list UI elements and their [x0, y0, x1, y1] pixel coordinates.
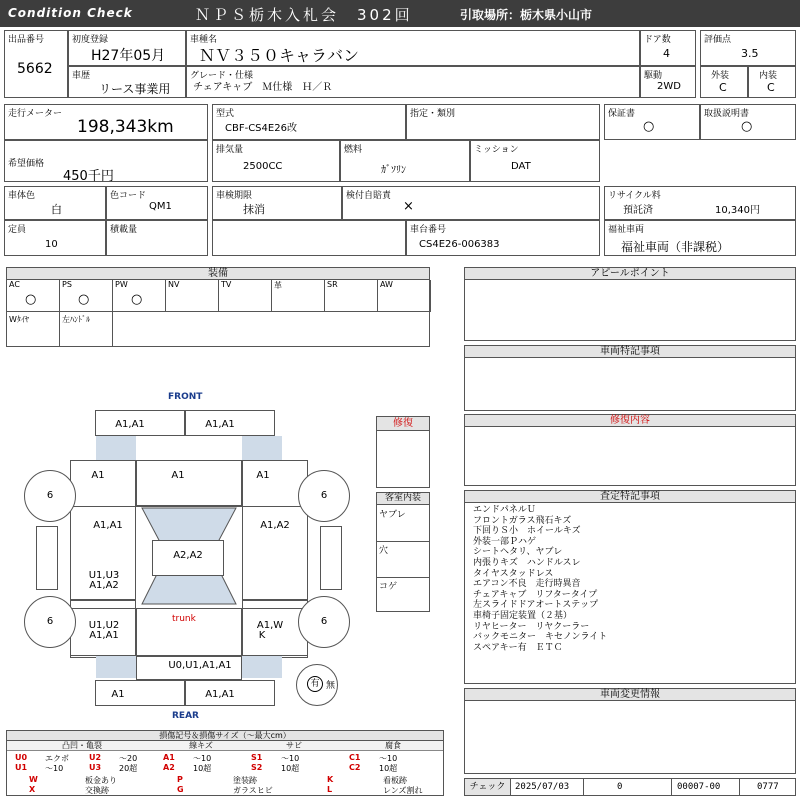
- legend-group: 凸凹・亀裂: [7, 741, 157, 751]
- lot-box: [4, 30, 68, 98]
- equipment-cell: [166, 280, 219, 312]
- legend-group: サビ: [245, 741, 343, 751]
- recycle-status: 預託済: [623, 205, 653, 216]
- defect-fender-left: A1: [91, 470, 105, 481]
- legend-desc: エクボ: [45, 754, 69, 763]
- special-title: 車両特記事項: [465, 346, 795, 358]
- score-box: [700, 30, 796, 66]
- interior-label: 内装: [759, 71, 778, 81]
- color-code-value: QM1: [149, 201, 172, 212]
- score-label: 評価点: [704, 35, 732, 45]
- defect-front-left: A1,A1: [115, 419, 145, 430]
- defect-fender-right: A1: [256, 470, 270, 481]
- designation-box: [406, 104, 600, 140]
- inspection-label: 車検期限: [216, 191, 253, 201]
- lot-number: 5662: [17, 61, 53, 77]
- manual-box: [700, 104, 796, 140]
- repair-content-title: 修復内容: [465, 415, 795, 427]
- equipment-label: 左ﾊﾝﾄﾞﾙ: [62, 315, 90, 324]
- mileage-label: 走行メーター: [8, 109, 63, 119]
- color-label: 車体色: [8, 191, 36, 201]
- repair-content-panel: [464, 414, 796, 486]
- equipment-label: PW: [115, 280, 128, 289]
- chassis-label: 車台番号: [410, 225, 447, 235]
- inspection-note-line: エアコン不良 走行時異音: [473, 579, 581, 590]
- inspection-note-line: 下回りＳ小 ホイールキズ: [473, 526, 581, 537]
- spare-label: 無: [326, 681, 336, 691]
- header-bar: [0, 0, 800, 27]
- appeal-panel: [464, 267, 796, 341]
- warranty-box: [604, 104, 700, 140]
- first-reg-label: 初度登録: [72, 35, 109, 45]
- equipment-mark: ○: [78, 292, 90, 307]
- legend-code: U0: [15, 753, 28, 762]
- type-label: 型式: [216, 109, 235, 119]
- legend-code: S1: [251, 753, 263, 762]
- displacement-box: [212, 140, 340, 182]
- drive-label: 駆動: [644, 71, 663, 81]
- legend-mark-code: K: [327, 775, 334, 784]
- load-box: [106, 220, 208, 256]
- equipment-label: TV: [221, 280, 232, 289]
- inspection-note-line: リヤヒーター リヤクーラー: [473, 621, 590, 632]
- equipment-mark: ○: [25, 292, 37, 307]
- legend-mark-desc: 看板跡: [383, 776, 407, 785]
- defect-rear-panel: U0,U1,A1,A1: [168, 660, 232, 671]
- equipment-label: AC: [9, 280, 20, 289]
- equipment-title: 装備: [7, 268, 429, 280]
- legend-desc: 〜10: [281, 754, 300, 763]
- equipment-cell: [113, 280, 166, 312]
- legend-group: 腐食: [343, 741, 443, 751]
- equipment-label: NV: [168, 280, 180, 289]
- front-label: FRONT: [168, 392, 203, 402]
- equipment-cell: [272, 280, 325, 312]
- model-label: 車種名: [190, 35, 218, 45]
- manual-label: 取扱説明書: [704, 109, 750, 119]
- footer-code: 00007-00: [677, 782, 721, 792]
- inspection-notes-title: 査定特記事項: [465, 491, 795, 503]
- equipment-cell: [325, 280, 378, 312]
- cabin-item-3: コゲ: [379, 582, 398, 592]
- equipment-cell: [378, 280, 431, 312]
- legend-mark-desc: 板金あり: [85, 776, 117, 785]
- equipment-cell: [7, 312, 60, 346]
- repair-title: 修復: [377, 417, 429, 431]
- defect-quarter-right-2: K: [258, 630, 266, 641]
- mirror-left[interactable]: [36, 526, 58, 590]
- legend-desc: 〜10: [193, 754, 212, 763]
- cabin-box: [376, 492, 430, 612]
- type-value: CBF-CS4E26改: [225, 123, 297, 134]
- defect-roof: A2,A2: [173, 550, 203, 561]
- mirror-right[interactable]: [320, 526, 342, 590]
- fuel-value: ｶﾞｿﾘﾝ: [381, 165, 406, 176]
- exterior-label: 外装: [711, 71, 730, 81]
- equipment-mark: ○: [131, 292, 143, 307]
- drive-value: 2WD: [657, 81, 681, 92]
- legend-mark-desc: 交換跡: [85, 786, 109, 795]
- color-box: [4, 186, 106, 220]
- color-code-label: 色コード: [110, 191, 147, 201]
- manual-value: ○: [741, 119, 753, 134]
- legend-desc: 10超: [193, 764, 212, 773]
- wheel-rear-left[interactable]: 6: [24, 596, 76, 648]
- equipment-cell: [60, 280, 113, 312]
- inspection-note-line: バックモニター キセノンライト: [473, 632, 608, 643]
- inspection-note-line: 内張りキズ ハンドルスレ: [473, 557, 581, 568]
- inspection-note-line: タイヤスタッドレス: [473, 568, 554, 579]
- legend-code: C2: [349, 763, 361, 772]
- footer-num2: 0777: [757, 782, 779, 792]
- wheel-rear-right[interactable]: 6: [298, 596, 350, 648]
- equipment-panel: [6, 267, 430, 347]
- trunk-label: trunk: [172, 614, 196, 624]
- interior-value: C: [767, 81, 775, 94]
- legend-mark-code: G: [177, 785, 184, 794]
- type-box: [212, 104, 406, 140]
- price-box: [4, 140, 208, 182]
- mileage-box: [4, 104, 208, 140]
- capacity-label: 定員: [8, 225, 27, 235]
- repair-box: [376, 416, 430, 488]
- equipment-cell: [7, 280, 60, 312]
- cabin-title: 客室内装: [377, 493, 429, 505]
- legend-desc: 〜20: [119, 754, 138, 763]
- price-label: 希望価格: [8, 159, 45, 169]
- chassis-value: CS4E26-006383: [419, 239, 500, 250]
- legend-title: 損傷記号＆損傷サイズ（〜最大cm）: [7, 731, 443, 741]
- capacity-box: [4, 220, 106, 256]
- legend-code: S2: [251, 763, 263, 772]
- liability-value: ×: [403, 199, 414, 214]
- inspection-note-line: シートヘタリ、ヤブレ: [473, 547, 563, 558]
- legend-mark-code: X: [29, 785, 36, 794]
- legend-group: 線キズ: [157, 741, 245, 751]
- exterior-box: [700, 66, 748, 98]
- legend-mark-desc: 塗装跡: [233, 776, 257, 785]
- equipment-label: Wﾀｲﾔ: [9, 315, 29, 324]
- equipment-label: SR: [327, 280, 338, 289]
- legend-mark-desc: ガラスヒビ: [233, 786, 273, 795]
- history-box: [68, 66, 186, 98]
- legend-code: C1: [349, 753, 361, 762]
- doors-box: [640, 30, 696, 66]
- legend-mark-code: W: [29, 775, 38, 784]
- cabin-item-2: 穴: [379, 546, 389, 556]
- liability-label: 検付自賠責: [346, 191, 392, 201]
- grade-value: チェアキャブ Ｍ仕様 Ｈ／Ｒ: [193, 82, 333, 93]
- hood[interactable]: [136, 460, 242, 506]
- defect-door-rl-2: A1,A2: [89, 580, 119, 591]
- defect-rear-bumper-right: A1,A1: [205, 689, 235, 700]
- chassis-box: [406, 220, 600, 256]
- rear-label: REAR: [172, 711, 199, 721]
- equipment-cell: [219, 280, 272, 312]
- spare-mark: 有: [307, 676, 323, 692]
- first-reg-box: [68, 30, 186, 66]
- equipment-label: PS: [62, 280, 72, 289]
- fuel-label: 燃料: [344, 145, 363, 155]
- footer-num1: 0: [617, 782, 623, 792]
- designation-label: 指定・類別: [410, 109, 456, 119]
- inspection-note-line: 車椅子固定装置（２基）: [473, 610, 573, 621]
- defect-door-fl: A1,A1: [93, 520, 123, 531]
- equipment-label: AW: [380, 280, 393, 289]
- equipment-cell: [60, 312, 113, 346]
- legend-code: U2: [89, 753, 102, 762]
- inspection-note-line: フロントガラス飛石キズ: [473, 515, 572, 526]
- taillight-left: [96, 656, 136, 678]
- legend-desc: 〜10: [379, 754, 398, 763]
- model-value: ＮＶ３５０キャラバン: [199, 46, 360, 65]
- legend-panel: [6, 730, 444, 796]
- legend-code: A2: [163, 763, 175, 772]
- inspection-note-line: 左スライドドアオートステップ: [473, 600, 599, 611]
- color-value: 白: [51, 203, 62, 216]
- mission-box: [470, 140, 600, 182]
- exterior-value: C: [719, 81, 727, 94]
- mileage-value: 198,343km: [77, 117, 174, 137]
- welfare-box: [604, 220, 796, 256]
- price-value: 450千円: [63, 169, 114, 184]
- recycle-label: リサイクル料: [608, 191, 661, 201]
- special-panel: [464, 345, 796, 411]
- inspection-notes-panel: [464, 490, 796, 684]
- fuel-box: [340, 140, 470, 182]
- doors-value: 4: [663, 47, 670, 60]
- recycle-fee: 10,340円: [715, 205, 760, 216]
- pickup-location: 引取場所：栃木県小山市: [460, 8, 593, 22]
- legend-mark-desc: レンズ割れ: [383, 786, 423, 795]
- inspection-note-line: スペアキー有 ＥＴＣ: [473, 642, 563, 653]
- warranty-label: 保証書: [608, 109, 636, 119]
- defect-rear-bumper-left: A1: [111, 689, 125, 700]
- legend-mark-code: P: [177, 775, 183, 784]
- interior-box: [748, 66, 796, 98]
- warranty-value: ○: [643, 119, 655, 134]
- recycle-box: [604, 186, 796, 220]
- appeal-title: アピールポイント: [465, 268, 795, 280]
- legend-desc: 20超: [119, 764, 138, 773]
- inspection-value: 抹消: [243, 203, 265, 216]
- inspection-note-line: エンドパネルＵ: [473, 505, 536, 515]
- cabin-item-1: ヤブレ: [379, 510, 406, 520]
- equipment-label: 革: [274, 281, 282, 290]
- legend-desc: 10超: [281, 764, 300, 773]
- mission-value: DAT: [511, 161, 531, 172]
- headlight-right: [242, 436, 282, 460]
- legend-code: U3: [89, 763, 102, 772]
- legend-desc: 10超: [379, 764, 398, 773]
- defect-quarter-right-1: A1,W: [256, 620, 284, 631]
- defect-quarter-left-2: A1,A1: [89, 630, 119, 641]
- footer-bar: [464, 778, 796, 796]
- mission-label: ミッション: [474, 145, 519, 155]
- defect-quarter-left-1: U1,U2: [88, 620, 120, 631]
- lot-label: 出品番号: [8, 35, 45, 45]
- change-info-title: 車両変更情報: [465, 689, 795, 701]
- liability-box: [342, 186, 600, 220]
- legend-desc: 〜10: [45, 764, 64, 773]
- wheel-front-right[interactable]: 6: [298, 470, 350, 522]
- inspection-note-line: チェアキャブ リフタータイプ: [473, 589, 598, 600]
- footer-date: 2025/07/03: [515, 782, 570, 792]
- model-box: [186, 30, 640, 66]
- load-label: 積載量: [110, 225, 138, 235]
- defect-door-fr: A1,A2: [260, 520, 290, 531]
- drive-box: [640, 66, 696, 98]
- inspection-box: [212, 186, 342, 220]
- change-info-panel: [464, 688, 796, 774]
- capacity-value: 10: [45, 239, 58, 250]
- grade-box: [186, 66, 640, 98]
- color-code-box: [106, 186, 208, 220]
- legend-code: U1: [15, 763, 28, 772]
- header-title: Condition Check: [8, 6, 133, 20]
- check-label: チェック: [465, 779, 511, 795]
- defect-front-right: A1,A1: [205, 419, 235, 430]
- defect-hood: A1: [171, 470, 185, 481]
- inspection-notes-list: [473, 505, 607, 653]
- defect-door-rl-1: U1,U3: [88, 570, 120, 581]
- displacement-label: 排気量: [216, 145, 244, 155]
- first-reg-value: H27年05月: [91, 48, 166, 64]
- inspection-note-line: 外装一部Ｐハゲ: [473, 536, 537, 547]
- headlight-left: [96, 436, 136, 460]
- legend-code: A1: [163, 753, 175, 762]
- legend-mark-code: L: [327, 785, 333, 794]
- blank-box: [212, 220, 406, 256]
- doors-label: ドア数: [644, 35, 671, 45]
- history-label: 車歴: [72, 71, 91, 81]
- displacement-value: 2500CC: [243, 161, 283, 172]
- score-value: 3.5: [741, 47, 759, 60]
- welfare-value: 福祉車両（非課税）: [621, 240, 730, 254]
- welfare-label: 福祉車両: [608, 225, 645, 235]
- auction-name: ＮＰＳ栃木入札会 302回: [195, 6, 413, 24]
- grade-label: グレード・仕様: [190, 71, 254, 81]
- history-value: リース事業用: [99, 82, 171, 96]
- wheel-front-left[interactable]: 6: [24, 470, 76, 522]
